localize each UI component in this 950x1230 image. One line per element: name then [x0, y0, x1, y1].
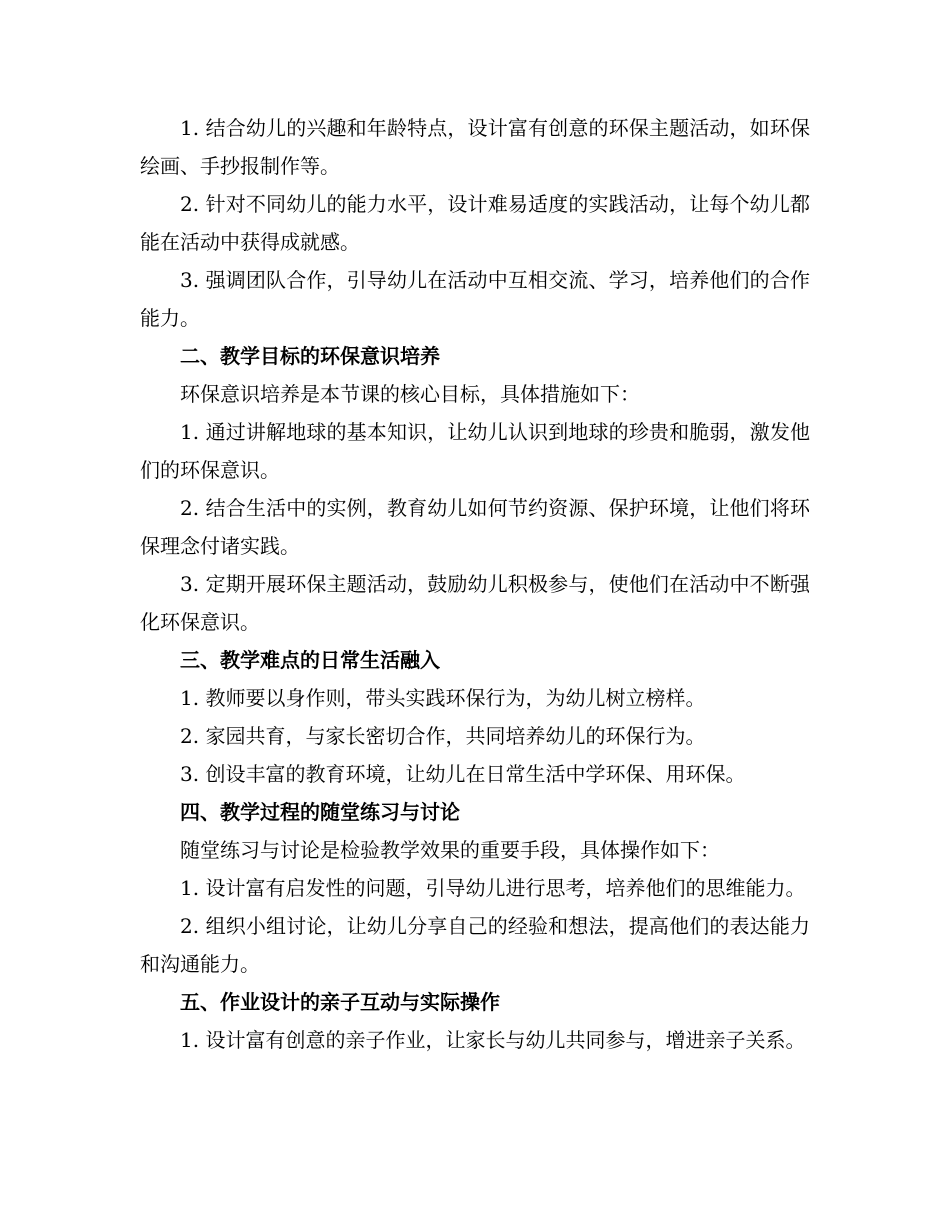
paragraph: 2. 家园共育，与家长密切合作，共同培养幼儿的环保行为。 [180, 724, 706, 748]
paragraph: 2. 组织小组讨论，让幼儿分享自己的经验和想法，提高他们的表达能力和沟通能力。 [140, 914, 810, 976]
paragraph: 随堂练习与讨论是检验教学效果的重要手段，具体操作如下： [180, 838, 720, 862]
paragraph: 3. 定期开展环保主题活动，鼓励幼儿积极参与，使他们在活动中不断强化环保意识。 [140, 572, 810, 634]
section-heading: 二、教学目标的环保意识培养 [180, 344, 440, 368]
section-heading: 五、作业设计的亲子互动与实际操作 [180, 990, 500, 1014]
paragraph: 1. 结合幼儿的兴趣和年龄特点，设计富有创意的环保主题活动，如环保绘画、手抄报制作等。 [140, 116, 810, 178]
paragraph: 环保意识培养是本节课的核心目标，具体措施如下： [180, 382, 640, 406]
paragraph: 2. 结合生活中的实例，教育幼儿如何节约资源、保护环境，让他们将环保理念付诸实践。 [140, 496, 810, 558]
section-heading: 三、教学难点的日常生活融入 [180, 648, 440, 672]
paragraph: 1. 设计富有创意的亲子作业，让家长与幼儿共同参与，增进亲子关系。 [180, 1028, 806, 1052]
paragraph: 2. 针对不同幼儿的能力水平，设计难易适度的实践活动，让每个幼儿都能在活动中获得成就感。 [140, 192, 810, 254]
paragraph: 1. 通过讲解地球的基本知识，让幼儿认识到地球的珍贵和脆弱，激发他们的环保意识。 [140, 420, 810, 482]
document-page [140, 109, 810, 1059]
section-heading: 四、教学过程的随堂练习与讨论 [180, 800, 460, 824]
paragraph: 3. 强调团队合作，引导幼儿在活动中互相交流、学习，培养他们的合作能力。 [140, 268, 810, 330]
paragraph: 1. 设计富有启发性的问题，引导幼儿进行思考，培养他们的思维能力。 [180, 876, 806, 900]
paragraph: 3. 创设丰富的教育环境，让幼儿在日常生活中学环保、用环保。 [180, 762, 746, 786]
paragraph: 1. 教师要以身作则，带头实践环保行为，为幼儿树立榜样。 [180, 686, 706, 710]
